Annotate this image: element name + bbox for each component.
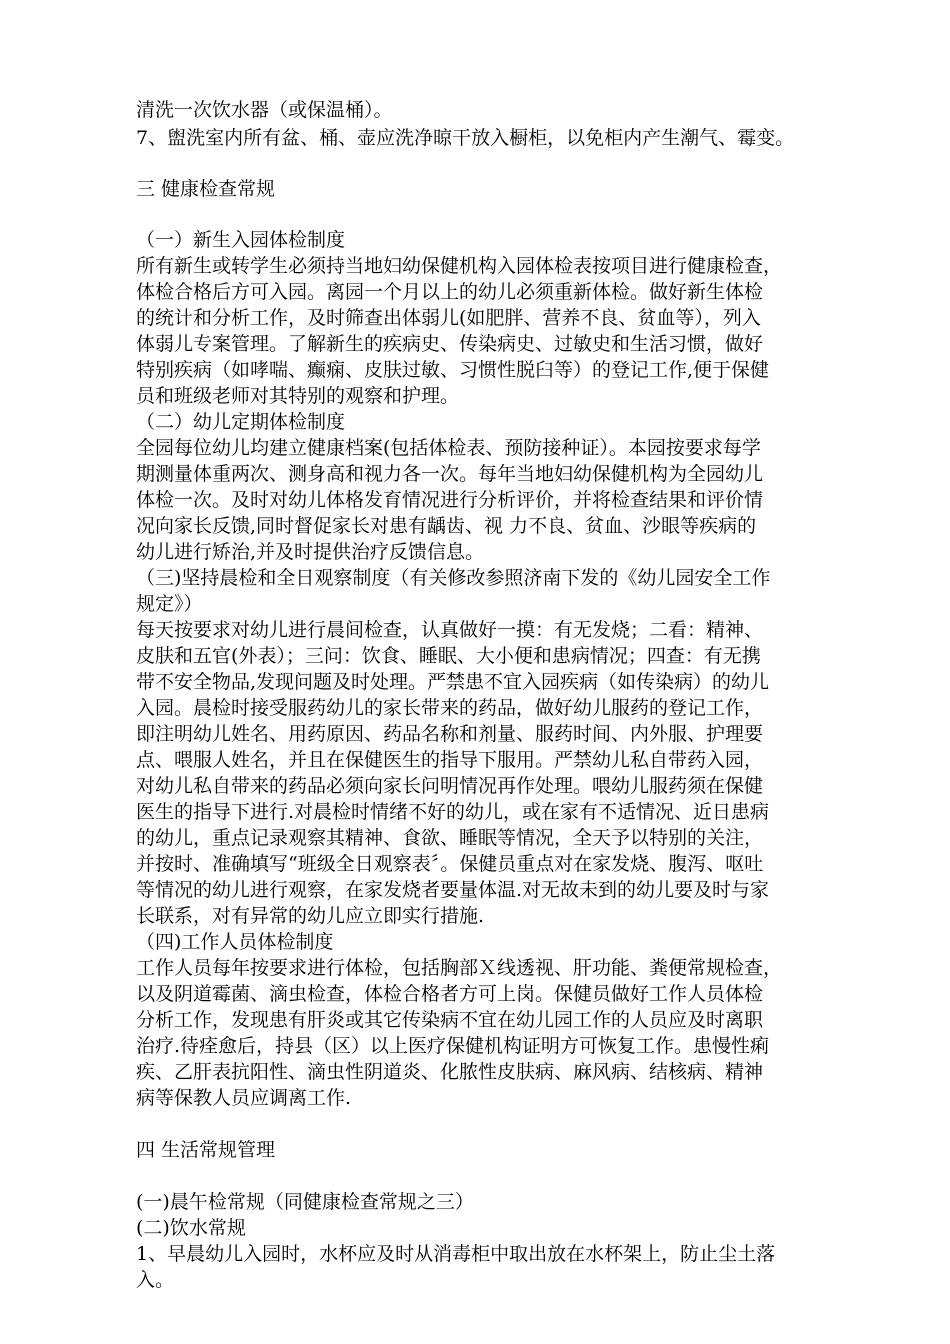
text-line: 7、盥洗室内所有盆、桶、壶应洗净晾干放入橱柜，以免柜内产生潮气、霉变。 bbox=[136, 127, 795, 149]
text-line: 员和班级老师对其特别的观察和护理。 bbox=[136, 385, 460, 407]
text-line: 幼儿进行矫治,并及时提供治疗反馈信息。 bbox=[136, 541, 485, 563]
text-line: 全园每位幼儿均建立健康档案(包括体检表、预防接种证）。本园按要求每学 bbox=[136, 437, 761, 459]
text-line: 长联系，对有异常的幼儿应立即实行措施. bbox=[136, 905, 485, 927]
subsection-heading: （三)坚持晨检和全日观察制度（有关修改参照济南下发的《幼儿园安全工作 bbox=[136, 567, 771, 589]
text-line: 即注明幼儿姓名、用药原因、药品名称和剂量、服药时间、内外服、护理要 bbox=[136, 723, 764, 745]
text-line: 的统计和分析工作，及时筛查出体弱儿(如肥胖、营养不良、贫血等），列入 bbox=[136, 307, 761, 329]
text-line: 工作人员每年按要求进行体检，包括胸部Ｘ线透视、肝功能、粪便常规检查， bbox=[136, 957, 783, 979]
text-line: 体检合格后方可入园。离园一个月以上的幼儿必须重新体检。做好新生体检 bbox=[136, 281, 764, 303]
text-line: 病等保教人员应调离工作. bbox=[136, 1087, 352, 1109]
subsection-heading: (二)饮水常规 bbox=[136, 1217, 246, 1239]
text-line: 规定》） bbox=[136, 593, 203, 615]
subsection-heading: (一)晨午检常规（同健康检查常规之三） bbox=[136, 1191, 474, 1213]
section-heading: 三 健康检查常规 bbox=[136, 178, 276, 200]
text-line: 治疗.待痊愈后，持县（区）以上医疗保健机构证明方可恢复工作。患慢性痢 bbox=[136, 1035, 770, 1057]
text-line: 并按时、准确填写“班级全日观察表〞。保健员重点对在家发烧、腹泻、呕吐 bbox=[136, 853, 764, 875]
text-line: 等情况的幼儿进行观察，在家发烧者要量体温.对无故未到的幼儿要及时与家 bbox=[136, 879, 770, 901]
text-line: 特别疾病（如哮喘、癫痫、皮肤过敏、习惯性脱臼等）的登记工作,便于保健 bbox=[136, 359, 770, 381]
text-line: 皮肤和五官(外表）；三问：饮食、睡眠、大小便和患病情况；四查：有无携 bbox=[136, 645, 761, 667]
text-line: 入园。晨检时接受服药幼儿的家长带来的药品，做好幼儿服药的登记工作， bbox=[136, 697, 764, 719]
text-line: 体弱儿专案管理。了解新生的疾病史、传染病史、过敏史和生活习惯，做好 bbox=[136, 333, 764, 355]
text-line: 体检一次。及时对幼儿体格发育情况进行分析评价，并将检查结果和评价情 bbox=[136, 489, 764, 511]
text-line: 期测量体重两次、测身高和视力各一次。每年当地妇幼保健机构为全园幼儿 bbox=[136, 463, 764, 485]
text-line: 1、早晨幼儿入园时，水杯应及时从消毒柜中取出放在水杯架上，防止尘土落 bbox=[136, 1243, 776, 1265]
subsection-heading: （四)工作人员体检制度 bbox=[136, 931, 334, 953]
section-heading: 四 生活常规管理 bbox=[136, 1139, 276, 1161]
text-line: 以及阴道霉菌、滴虫检查，体检合格者方可上岗。保健员做好工作人员体检 bbox=[136, 983, 764, 1005]
text-line: 清洗一次饮水器（或保温桶）。 bbox=[136, 99, 393, 121]
subsection-heading: （二）幼儿定期体检制度 bbox=[136, 411, 346, 433]
text-line: 况向家长反馈,同时督促家长对患有龋齿、视 力不良、贫血、沙眼等疾病的 bbox=[136, 515, 757, 537]
text-line: 所有新生或转学生必须持当地妇幼保健机构入园体检表按项目进行健康检查， bbox=[136, 255, 783, 277]
text-line: 每天按要求对幼儿进行晨间检查，认真做好一摸：有无发烧；二看：精神、 bbox=[136, 619, 764, 641]
text-line: 入。 bbox=[136, 1269, 175, 1291]
subsection-heading: （一）新生入园体检制度 bbox=[136, 229, 346, 251]
text-line: 带不安全物品,发现问题及时处理。严禁患不宜入园疾病（如传染病）的幼儿 bbox=[136, 671, 770, 693]
text-line: 的幼儿，重点记录观察其精神、食欲、睡眠等情况，全天予以特别的关注， bbox=[136, 827, 764, 849]
text-line: 医生的指导下进行.对晨检时情绪不好的幼儿，或在家有不适情况、近日患病 bbox=[136, 801, 770, 823]
text-line: 对幼儿私自带来的药品必须向家长问明情况再作处理。喂幼儿服药须在保健 bbox=[136, 775, 764, 797]
text-line: 疾、乙肝表抗阳性、滴虫性阴道炎、化脓性皮肤病、麻风病、结核病、精神 bbox=[136, 1061, 764, 1083]
text-line: 分析工作，发现患有肝炎或其它传染病不宜在幼儿园工作的人员应及时离职 bbox=[136, 1009, 764, 1031]
text-line: 点、喂服人姓名，并且在保健医生的指导下服用。严禁幼儿私自带药入园， bbox=[136, 749, 764, 771]
